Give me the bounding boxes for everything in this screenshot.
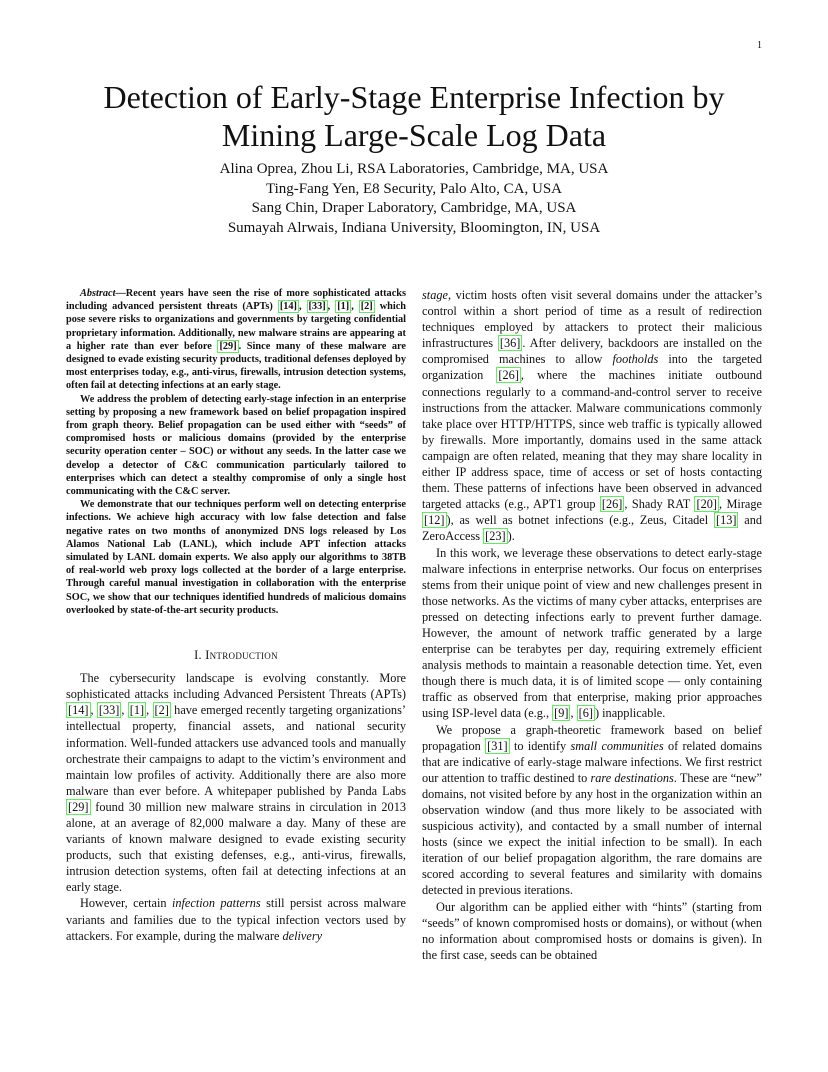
- author-line: Alina Oprea, Zhou Li, RSA Laboratories, Cambridge, MA, USA: [219, 161, 609, 177]
- citation-link[interactable]: [33]: [98, 703, 120, 718]
- citation-link[interactable]: [12]: [424, 513, 445, 528]
- body-paragraph: We propose a graph-theoretic framework based on belief propagation [31] to identify small communities of related domains that are indicative of early-stage malware infections. We first restrict our attention to traffic destined to rare destinations. These are “new” domains, not visited before by any host in the organization within an observation window (and thus more likely to be associated with suspicious activity), and contacted by a small number of internal hosts (since we expect the initial infection to be small). In each iteration of our belief propagation algorithm, the rare domains are scored according to several features and similarity with domains detected in previous iterations.: [422, 722, 763, 898]
- right-column: [422, 287, 762, 963]
- arxiv-identifier-stamp: [8, 262, 52, 732]
- paper-title: [40, 78, 788, 154]
- section-title: Introduction: [205, 648, 278, 663]
- abstract: [66, 287, 406, 617]
- citation-link[interactable]: [20]: [696, 497, 717, 512]
- author-line: Sang Chin, Draper Laboratory, Cambridge, MA, USA: [251, 200, 577, 216]
- citation-link[interactable]: [31]: [487, 738, 508, 753]
- author-line: Sumayah Alrwais, Indiana University, Bloomington, IN, USA: [227, 219, 601, 236]
- left-column: [66, 287, 406, 944]
- citation-link[interactable]: [36]: [499, 336, 521, 351]
- citation-link[interactable]: [33]: [308, 301, 326, 313]
- body-paragraph: However, certain infection patterns still persist across malware variants and families due to the typical infection vectors used by attackers. For example, during the malware delivery: [66, 896, 406, 943]
- citation-link[interactable]: [14]: [68, 703, 89, 718]
- title-line-2: Mining Large-Scale Log Data: [221, 117, 607, 153]
- author-line: Ting-Fang Yen, E8 Security, Palo Alto, CA, USA: [265, 180, 562, 197]
- body-paragraph: stage, victim hosts often visit several domains under the attacker’s control within a short period of time as a result of redirection techniques employed by attackers to protect their malicious infrastructures [36] . After delivery, backdoors are installed on the compromised machines to allow footholds into the targeted organization [26] , where the machines initiate outbound connections regularly to a command-and-control server to receive instructions from the attacker. Malware communications commonly take place over HTTP/HTTPS, since web traffic is typically allowed by firewalls. More importantly, domains used in the same attack campaign are often related, meaning that they may share locality in either IP address space, time of access or set of hosts contacting them. These patterns of infections have been observed in advanced targeted attacks (e.g., APT1 group [26] , Shady RAT [20] , Mirage [12] ), as well as botnet infections (e.g., Zeus, Citadel [13] and ZeroAccess [23] ).: [422, 288, 762, 544]
- citation-link[interactable]: [26]: [601, 497, 623, 512]
- body-paragraph: In this work, we leverage these observations to detect early-stage malware infections in enterprise networks. Our focus on enterprises stems from their unique point of view and new challenges present in those networks. As the victims of many cyber attacks, enterprises are pressed on detecting infections early to prevent further damage. However, the amount of network traffic generated by a large enterprise can be terabytes per day, requiring extremely efficient analysis methods to maintain a reasonable detection time. Yet, even though there is much data, it is of limited scope — only containing traffic as observed from that enterprise, making prior approaches using ISP-level data (e.g., [9] , [6] ) inapplicable.: [422, 545, 762, 721]
- citation-link[interactable]: [29]: [68, 799, 89, 814]
- citation-link[interactable]: [1]: [337, 301, 350, 313]
- abstract-paragraph: We address the problem of detecting early-stage infection in an enterprise setting by proposing a new framework based on belief propagation inspired from graph theory. Belief propagation can be used either with “seeds” of compromised hosts or malicious domains (provided by the enterprise security operation center – SOC) or without any seeds. In the latter case we develop a detector of C&C communication particularly tailored to enterprises which can detect a stealthy compromise of only a single host communicating with the C&C server.: [66, 393, 406, 498]
- citation-link[interactable]: [6]: [578, 706, 593, 721]
- citation-link[interactable]: [2]: [154, 703, 169, 718]
- page-number: 1: [757, 40, 762, 51]
- citation-link[interactable]: [13]: [715, 513, 737, 528]
- citation-link[interactable]: [29]: [219, 340, 237, 352]
- section-heading-introduction: [66, 647, 406, 663]
- arxiv-stamp-graphic: [8, 262, 52, 732]
- abstract-paragraph: Abstract—Recent years have seen the rise of more sophisticated attacks including advanced persistent threats (APTs) [14] , [33] , [1] , [2] which pose severe risks to organizations and governments by targeting confidential proprietary information. Additionally, new malware strains are appearing at a higher rate than ever before [29] . Since many of these malware are designed to evade existing security products, traditional defenses deployed by most enterprises today, e.g., anti-virus, firewalls, intrusion detection systems, often fail at detecting infections at an early stage.: [66, 288, 407, 392]
- title-line-1: Detection of Early-Stage Enterprise Infection by: [103, 79, 725, 115]
- citation-link[interactable]: [2]: [360, 301, 373, 313]
- citation-link[interactable]: [14]: [279, 301, 297, 313]
- citation-link[interactable]: [9]: [554, 706, 569, 721]
- section-number: I.: [194, 648, 202, 663]
- body-paragraph: Our algorithm can be applied either with “hints” (starting from “seeds” of known compromised hosts or domains), or without (when no information about compromised hosts or domains is given). In the first case, seeds can be obtained: [422, 899, 762, 962]
- abstract-paragraph: We demonstrate that our techniques perform well on detecting enterprise infections. We achieve high accuracy with low false detection and false negative rates on two months of anonymized DNS logs released by Los Alamos National Lab (LANL), which include APT infection attacks simulated by LANL domain experts. We also apply our algorithms to 38TB of real-world web proxy logs collected at the border of a large enterprise. Through careful manual investigation in collaboration with the enterprise SOC, we show that our techniques identified hundreds of malicious domains overlooked by state-of-the-art security products.: [66, 499, 406, 616]
- citation-link[interactable]: [23]: [485, 529, 506, 544]
- author-block: [60, 160, 768, 238]
- body-paragraph: The cybersecurity landscape is evolving constantly. More sophisticated attacks including Advanced Persistent Threats (APTs) [14] , [33] , [1] , [2] have emerged recently targeting organizations’ intellectual property, financial assets, and national security information. Well-funded attackers use advanced tools and manually orchestrate their campaigns to adapt to the victim’s environment and maintain low profiles of activity. Additionally there are also more malware than ever before. A whitepaper published by Panda Labs [29] found 30 million new malware strains in circulation in 2013 alone, at an average of 82,000 malware a day. Many of these are variants of known malware designed to evade existing security products, such that existing defenses, e.g., anti-virus, firewalls, intrusion detection systems, often fail at detecting infections at an early stage.: [66, 671, 406, 895]
- citation-link[interactable]: [26]: [498, 368, 519, 383]
- abstract-label: Abstract: [80, 288, 116, 299]
- citation-link[interactable]: [1]: [129, 703, 145, 718]
